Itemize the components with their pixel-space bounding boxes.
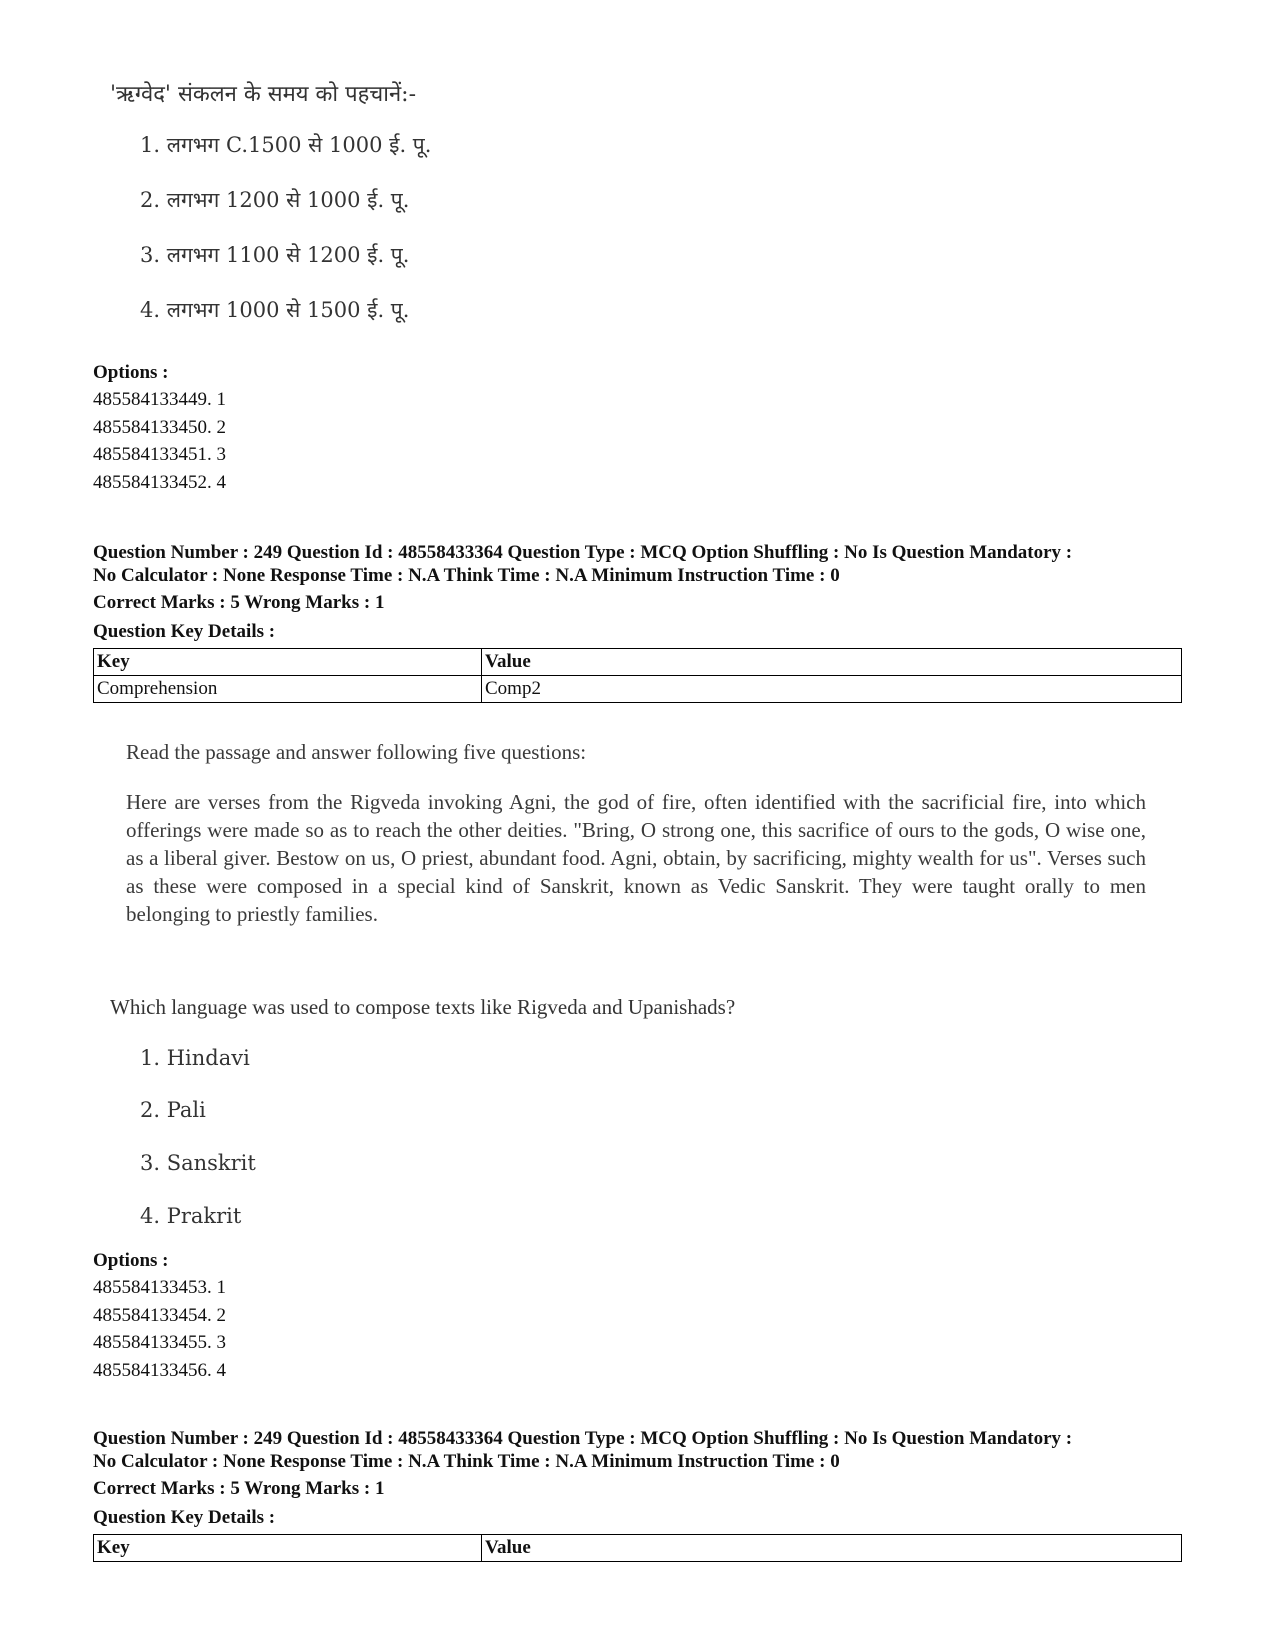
options-list bbox=[93, 386, 226, 496]
question-meta bbox=[93, 1427, 1193, 1473]
option-id: 485584133450. 2 bbox=[93, 416, 226, 438]
marks-line: Correct Marks : 5 Wrong Marks : 1 bbox=[93, 1478, 385, 1499]
question-text: Which language was used to compose texts like Rigveda and Upanishads? bbox=[110, 995, 736, 1019]
options-label: Options : bbox=[93, 362, 169, 383]
option-id: 485584133454. 2 bbox=[93, 1304, 226, 1326]
table-header-value: Value bbox=[482, 649, 1182, 676]
table-header-value: Value bbox=[482, 1535, 1182, 1562]
table-header-row bbox=[94, 649, 1182, 676]
passage-text: Here are verses from the Rigveda invoking Agni, the god of fire, often identified with the sacrificial fire, into which offerings were made so as to reach the other deities. "Bring, O strong one, this sacrifice of ours to the gods, O wise one, as a liberal giver. Bestow on us, O priest, abundant food. Agni, obtain, by sacrificing, mighty wealth for us". Verses such as these were composed in a special kind of Sanskrit, known as Vedic Sanskrit. They were taught orally to men belonging to priestly families. bbox=[126, 790, 1146, 926]
marks-line: Correct Marks : 5 Wrong Marks : 1 bbox=[93, 592, 385, 613]
table-cell-value: Comp2 bbox=[482, 676, 1182, 703]
choice-1: 1. Hindavi bbox=[140, 1046, 250, 1070]
option-id: 485584133455. 3 bbox=[93, 1332, 226, 1353]
choice-4: 4. Prakrit bbox=[140, 1204, 242, 1228]
table-cell-key: Comprehension bbox=[94, 676, 482, 703]
option-id: 485584133456. 4 bbox=[93, 1359, 226, 1381]
table-header-key: Key bbox=[94, 1535, 482, 1562]
passage-intro: Read the passage and answer following five questions: bbox=[126, 740, 587, 764]
option-id: 485584133451. 3 bbox=[93, 444, 226, 465]
choice-2: 2. Pali bbox=[140, 1098, 206, 1122]
option-id: 485584133453. 1 bbox=[93, 1277, 226, 1298]
option-id: 485584133452. 4 bbox=[93, 471, 226, 493]
table-row bbox=[94, 676, 1182, 703]
choice-3: 3. Sanskrit bbox=[140, 1151, 256, 1175]
key-details-table bbox=[93, 648, 1182, 703]
meta-line: No Calculator : None Response Time : N.A Think Time : N.A Minimum Instruction Time : 0 bbox=[93, 565, 840, 586]
choice-3: 3. लगभग 1100 से 1200 ई. पू. bbox=[140, 243, 410, 267]
choice-4: 4. लगभग 1000 से 1500 ई. पू. bbox=[140, 298, 410, 322]
option-id: 485584133449. 1 bbox=[93, 389, 226, 410]
meta-line: Question Number : 249 Question Id : 48558433364 Question Type : MCQ Option Shuffling : No Is Question Mandatory : bbox=[93, 1428, 1073, 1449]
choice-1: 1. लगभग C.1500 से 1000 ई. पू. bbox=[140, 133, 432, 157]
question-text: 'ऋग्वेद' संकलन के समय को पहचानें:- bbox=[110, 82, 416, 107]
key-details-label: Question Key Details : bbox=[93, 621, 276, 642]
key-details-table bbox=[93, 1534, 1182, 1562]
table-header-key: Key bbox=[94, 649, 482, 676]
meta-line: Question Number : 249 Question Id : 48558433364 Question Type : MCQ Option Shuffling : No Is Question Mandatory : bbox=[93, 542, 1073, 563]
options-label: Options : bbox=[93, 1250, 169, 1271]
options-list bbox=[93, 1274, 226, 1384]
choice-2: 2. लगभग 1200 से 1000 ई. पू. bbox=[140, 188, 410, 212]
question-meta bbox=[93, 541, 1193, 587]
meta-line: No Calculator : None Response Time : N.A Think Time : N.A Minimum Instruction Time : 0 bbox=[93, 1451, 840, 1472]
key-details-label: Question Key Details : bbox=[93, 1507, 276, 1528]
table-header-row bbox=[94, 1535, 1182, 1562]
